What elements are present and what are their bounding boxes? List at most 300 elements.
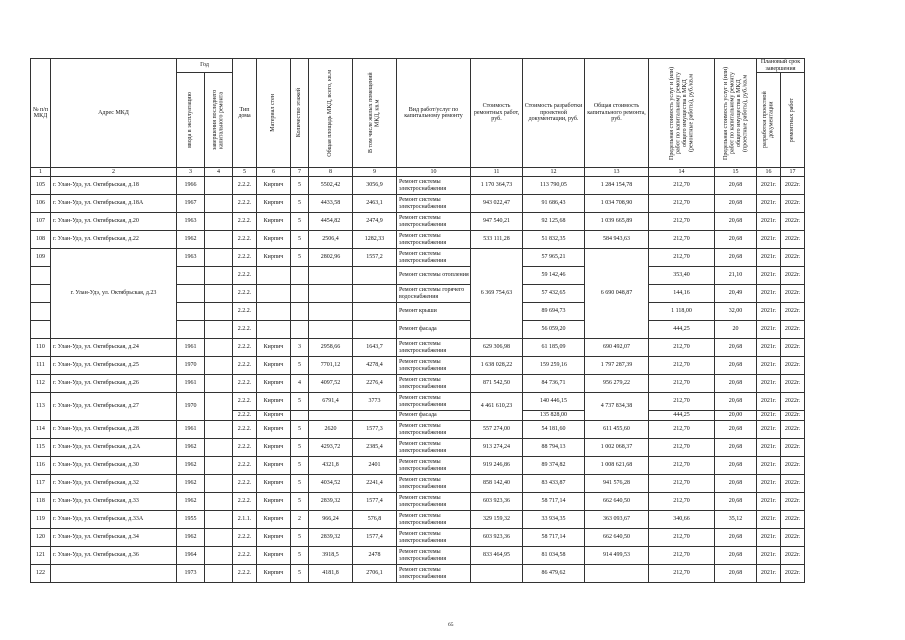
row-repair-cost: 1 170 364,73	[471, 177, 523, 195]
column-number: 3	[177, 168, 205, 177]
row-number: 110	[31, 339, 51, 357]
column-number: 2	[51, 168, 177, 177]
row-design-cost: 33 934,35	[523, 511, 585, 529]
table-row	[31, 439, 805, 457]
row-number: 115	[31, 439, 51, 457]
column-number: 11	[471, 168, 523, 177]
row-year-repair	[205, 249, 233, 267]
row-floors: 5	[291, 475, 309, 493]
row-living-area: 3773	[353, 393, 397, 411]
row-material: Кирпич	[257, 475, 291, 493]
row-work-type: Ремонт системы электроснабжения	[397, 231, 471, 249]
row-total-area: 4454,82	[309, 213, 353, 231]
row-number	[31, 285, 51, 303]
row-deadline-design: 2021г.	[757, 439, 781, 457]
row-repair-cost: 919 246,86	[471, 457, 523, 475]
row-material	[257, 303, 291, 321]
row-number: 118	[31, 493, 51, 511]
row-year: 1962	[177, 439, 205, 457]
row-house-type: 2.2.2.	[233, 285, 257, 303]
row-limit-cost: 212,70	[649, 177, 715, 195]
row-year-repair	[205, 511, 233, 529]
row-year: 1967	[177, 195, 205, 213]
column-number: 5	[233, 168, 257, 177]
row-living-area: 2401	[353, 457, 397, 475]
header-num: № п/п МКД	[31, 59, 51, 168]
row-material: Кирпич	[257, 357, 291, 375]
row-material	[257, 285, 291, 303]
row-material: Кирпич	[257, 375, 291, 393]
table-row	[31, 249, 805, 267]
column-number: 14	[649, 168, 715, 177]
row-living-area: 4278,4	[353, 357, 397, 375]
row-limit-design: 20,68	[715, 421, 757, 439]
table-row	[31, 375, 805, 393]
row-limit-design: 20,68	[715, 195, 757, 213]
row-year-repair	[205, 439, 233, 457]
row-total-cost: 611 455,60	[585, 421, 649, 439]
row-floors: 5	[291, 213, 309, 231]
row-number: 106	[31, 195, 51, 213]
row-limit-cost: 212,70	[649, 475, 715, 493]
row-year-repair	[205, 457, 233, 475]
row-house-type: 2.2.2.	[233, 357, 257, 375]
row-floors	[291, 285, 309, 303]
row-total-area: 2506,4	[309, 231, 353, 249]
row-living-area: 2385,4	[353, 439, 397, 457]
row-living-area: 2478	[353, 547, 397, 565]
column-number: 17	[781, 168, 805, 177]
row-repair-cost: 6 369 754,63	[471, 249, 523, 339]
row-limit-cost: 340,66	[649, 511, 715, 529]
row-total-cost: 1 039 665,89	[585, 213, 649, 231]
row-limit-cost: 212,70	[649, 529, 715, 547]
header-deadline-design: разработки проектной документации	[762, 91, 775, 149]
row-limit-cost: 212,70	[649, 357, 715, 375]
row-living-area: 2241,4	[353, 475, 397, 493]
row-material: Кирпич	[257, 511, 291, 529]
row-limit-design: 21,10	[715, 267, 757, 285]
row-limit-design: 35,12	[715, 511, 757, 529]
row-deadline-repair: 2022г.	[781, 529, 805, 547]
row-address: г. Улан-Удэ, ул. Октябрьская, д.2А	[51, 439, 177, 457]
row-repair-cost: 871 542,50	[471, 375, 523, 393]
column-number-row	[31, 168, 805, 177]
row-design-cost: 58 717,14	[523, 529, 585, 547]
row-year: 1961	[177, 421, 205, 439]
row-design-cost: 84 736,71	[523, 375, 585, 393]
row-total-area: 6791,4	[309, 393, 353, 411]
row-design-cost: 61 185,09	[523, 339, 585, 357]
row-design-cost: 159 259,16	[523, 357, 585, 375]
row-address: г. Улан-Удэ, ул. Октябрьская, д.33А	[51, 511, 177, 529]
row-design-cost: 58 717,14	[523, 493, 585, 511]
row-deadline-repair: 2022г.	[781, 511, 805, 529]
row-deadline-repair: 2022г.	[781, 213, 805, 231]
row-repair-cost	[471, 565, 523, 583]
column-number: 1	[31, 168, 51, 177]
row-work-type: Ремонт системы электроснабжения	[397, 177, 471, 195]
row-total-area: 2802,96	[309, 249, 353, 267]
row-limit-cost: 444,25	[649, 321, 715, 339]
row-living-area	[353, 321, 397, 339]
row-floors	[291, 321, 309, 339]
row-material	[257, 321, 291, 339]
row-living-area: 1577,4	[353, 493, 397, 511]
row-year: 1966	[177, 177, 205, 195]
row-limit-design: 20,68	[715, 231, 757, 249]
row-year-repair	[205, 475, 233, 493]
row-total-area: 3918,5	[309, 547, 353, 565]
row-work-type: Ремонт системы горячего водоснабжения	[397, 285, 471, 303]
row-design-cost: 81 034,58	[523, 547, 585, 565]
row-year-repair	[205, 267, 233, 285]
row-floors: 5	[291, 231, 309, 249]
header-design-cost: Стоимость разработки проектной документации, руб.	[523, 59, 585, 168]
row-total-area: 4433,58	[309, 195, 353, 213]
row-year-repair	[205, 231, 233, 249]
row-total-cost: 584 943,63	[585, 231, 649, 249]
row-design-cost: 140 446,15	[523, 393, 585, 411]
row-floors: 5	[291, 249, 309, 267]
row-year: 1955	[177, 511, 205, 529]
row-deadline-repair: 2022г.	[781, 195, 805, 213]
row-total-area: 4293,72	[309, 439, 353, 457]
header-deadline-repair: ремонтных работ	[789, 97, 796, 143]
row-limit-design: 20	[715, 321, 757, 339]
row-total-area: 4181,8	[309, 565, 353, 583]
row-house-type: 2.2.2.	[233, 321, 257, 339]
row-address: г. Улан-Удэ, ул. Октябрьская, д.27	[51, 393, 177, 421]
row-limit-design: 20,68	[715, 357, 757, 375]
row-limit-cost: 212,70	[649, 439, 715, 457]
row-number: 109	[31, 249, 51, 267]
row-year-repair	[205, 357, 233, 375]
row-design-cost: 59 142,46	[523, 267, 585, 285]
table-row	[31, 511, 805, 529]
row-repair-cost: 603 923,36	[471, 493, 523, 511]
row-limit-design: 20,68	[715, 457, 757, 475]
row-work-type: Ремонт системы электроснабжения	[397, 195, 471, 213]
column-number: 15	[715, 168, 757, 177]
row-floors: 4	[291, 375, 309, 393]
row-total-area: 2958,66	[309, 339, 353, 357]
row-house-type: 2.2.2.	[233, 375, 257, 393]
row-material: Кирпич	[257, 529, 291, 547]
row-deadline-repair: 2022г.	[781, 411, 805, 421]
row-living-area: 3056,9	[353, 177, 397, 195]
row-floors: 5	[291, 547, 309, 565]
row-limit-cost: 212,70	[649, 457, 715, 475]
row-deadline-design: 2021г.	[757, 357, 781, 375]
row-material: Кирпич	[257, 195, 291, 213]
column-number: 8	[309, 168, 353, 177]
row-deadline-design: 2021г.	[757, 493, 781, 511]
row-house-type: 2.2.2.	[233, 177, 257, 195]
row-total-area: 5502,42	[309, 177, 353, 195]
row-year: 1970	[177, 393, 205, 421]
row-design-cost: 113 790,05	[523, 177, 585, 195]
row-year: 1962	[177, 529, 205, 547]
row-limit-design: 20,68	[715, 475, 757, 493]
row-house-type: 2.2.2.	[233, 565, 257, 583]
header-deadline: Плановый срок завершения	[757, 59, 805, 73]
row-limit-cost: 353,40	[649, 267, 715, 285]
row-number: 105	[31, 177, 51, 195]
row-living-area	[353, 303, 397, 321]
row-deadline-repair: 2022г.	[781, 231, 805, 249]
row-material: Кирпич	[257, 231, 291, 249]
row-address: г. Улан-Удэ, ул. Октябрьская, д.25	[51, 357, 177, 375]
table-row	[31, 393, 805, 411]
row-total-area: 4097,52	[309, 375, 353, 393]
row-floors: 5	[291, 393, 309, 411]
row-year-repair	[205, 285, 233, 303]
table-row	[31, 475, 805, 493]
table-row	[31, 529, 805, 547]
row-living-area	[353, 411, 397, 421]
row-house-type: 2.2.2.	[233, 231, 257, 249]
row-living-area: 1282,33	[353, 231, 397, 249]
row-total-cost: 914 499,53	[585, 547, 649, 565]
row-number: 114	[31, 421, 51, 439]
row-design-cost: 56 059,20	[523, 321, 585, 339]
row-total-cost: 363 093,67	[585, 511, 649, 529]
row-house-type: 2.2.2.	[233, 421, 257, 439]
row-material: Кирпич	[257, 565, 291, 583]
row-limit-cost: 212,70	[649, 493, 715, 511]
row-deadline-repair: 2022г.	[781, 475, 805, 493]
row-deadline-design: 2021г.	[757, 457, 781, 475]
column-number: 13	[585, 168, 649, 177]
table-row	[31, 339, 805, 357]
row-year: 1962	[177, 493, 205, 511]
row-living-area: 2474,9	[353, 213, 397, 231]
row-number	[31, 267, 51, 285]
row-material: Кирпич	[257, 213, 291, 231]
row-repair-cost: 533 111,28	[471, 231, 523, 249]
row-limit-design: 20,68	[715, 339, 757, 357]
header-work-type: Вид работ/услуг по капитальному ремонту	[397, 59, 471, 168]
row-work-type: Ремонт системы электроснабжения	[397, 475, 471, 493]
row-work-type: Ремонт системы электроснабжения	[397, 511, 471, 529]
row-work-type: Ремонт фасада	[397, 321, 471, 339]
row-total-area: 4034,52	[309, 475, 353, 493]
row-deadline-design: 2021г.	[757, 529, 781, 547]
row-year: 1962	[177, 475, 205, 493]
row-work-type: Ремонт системы электроснабжения	[397, 357, 471, 375]
table-row	[31, 195, 805, 213]
row-house-type: 2.2.2.	[233, 439, 257, 457]
row-year-repair	[205, 529, 233, 547]
row-floors: 5	[291, 421, 309, 439]
row-total-area: 2839,32	[309, 493, 353, 511]
row-year-repair	[205, 393, 233, 421]
row-floors	[291, 411, 309, 421]
header-wall-material: Материал стен	[270, 94, 277, 132]
row-year-repair	[205, 195, 233, 213]
row-work-type: Ремонт системы электроснабжения	[397, 421, 471, 439]
row-total-cost: 1 284 154,78	[585, 177, 649, 195]
row-house-type: 2.2.2.	[233, 303, 257, 321]
table-row	[31, 547, 805, 565]
row-address: г. Улан-Удэ, ул. Октябрьская, д.22	[51, 231, 177, 249]
row-design-cost: 51 832,35	[523, 231, 585, 249]
row-design-cost: 135 828,00	[523, 411, 585, 421]
row-deadline-design: 2021г.	[757, 411, 781, 421]
row-year: 1970	[177, 357, 205, 375]
row-floors: 5	[291, 529, 309, 547]
column-number: 16	[757, 168, 781, 177]
row-work-type: Ремонт системы электроснабжения	[397, 375, 471, 393]
row-deadline-repair: 2022г.	[781, 375, 805, 393]
row-design-cost: 86 479,62	[523, 565, 585, 583]
row-work-type: Ремонт системы электроснабжения	[397, 547, 471, 565]
capital-repair-table	[30, 58, 805, 583]
header-year-commission: ввода в эксплуатацию	[187, 92, 194, 148]
row-limit-design: 20,68	[715, 565, 757, 583]
row-limit-design: 20,68	[715, 493, 757, 511]
column-number: 4	[205, 168, 233, 177]
table-row	[31, 421, 805, 439]
header-repair-cost: Стоимость ремонтных работ, руб.	[471, 59, 523, 168]
row-year-repair	[205, 493, 233, 511]
row-year-repair	[205, 547, 233, 565]
row-repair-cost: 833 464,95	[471, 547, 523, 565]
row-deadline-design: 2021г.	[757, 177, 781, 195]
row-limit-cost: 212,70	[649, 375, 715, 393]
header-limit-cost: Предельная стоимость услуг и (или) работ по капитальному ремонту общего имущества в МКД (ремонтные работы), руб./кв.м	[668, 66, 694, 160]
row-deadline-repair: 2022г.	[781, 267, 805, 285]
row-material: Кирпич	[257, 393, 291, 411]
row-address: г. Улан-Удэ, ул. Октябрьская, д.18А	[51, 195, 177, 213]
row-number: 113	[31, 393, 51, 421]
row-total-cost: 4 737 834,38	[585, 393, 649, 421]
row-deadline-repair: 2022г.	[781, 421, 805, 439]
row-total-area: 966,24	[309, 511, 353, 529]
row-limit-cost: 444,25	[649, 411, 715, 421]
row-limit-cost: 212,70	[649, 393, 715, 411]
row-limit-cost: 212,70	[649, 547, 715, 565]
row-floors: 5	[291, 439, 309, 457]
row-total-cost: 1 008 621,68	[585, 457, 649, 475]
table-row	[31, 357, 805, 375]
row-material: Кирпич	[257, 547, 291, 565]
row-living-area: 2706,1	[353, 565, 397, 583]
row-number: 108	[31, 231, 51, 249]
column-number: 6	[257, 168, 291, 177]
row-total-cost: 6 690 048,87	[585, 249, 649, 339]
row-year: 1961	[177, 339, 205, 357]
row-total-area	[309, 321, 353, 339]
row-living-area	[353, 267, 397, 285]
header-floors: Количество этажей	[296, 88, 303, 138]
row-limit-cost: 212,70	[649, 195, 715, 213]
row-address: г. Улан-Удэ, ул. Октябрьская, д.26	[51, 375, 177, 393]
row-address: г. Улан-Удэ, ул. Октябрьская, д.18	[51, 177, 177, 195]
row-limit-cost: 1 118,00	[649, 303, 715, 321]
row-house-type: 2.2.2.	[233, 411, 257, 421]
row-total-area: 2620	[309, 421, 353, 439]
row-total-cost: 1 797 287,39	[585, 357, 649, 375]
row-deadline-design: 2021г.	[757, 375, 781, 393]
row-year-repair	[205, 339, 233, 357]
row-floors	[291, 267, 309, 285]
row-deadline-repair: 2022г.	[781, 457, 805, 475]
row-work-type: Ремонт системы электроснабжения	[397, 393, 471, 411]
row-deadline-repair: 2022г.	[781, 493, 805, 511]
row-work-type: Ремонт системы электроснабжения	[397, 565, 471, 583]
table-row	[31, 457, 805, 475]
row-year-repair	[205, 321, 233, 339]
row-address	[51, 565, 177, 583]
row-limit-cost: 212,70	[649, 565, 715, 583]
row-total-area	[309, 267, 353, 285]
header-total-cost: Общая стоимость капитального ремонта, руб.	[585, 59, 649, 168]
row-total-cost: 1 034 708,90	[585, 195, 649, 213]
row-house-type: 2.2.2.	[233, 249, 257, 267]
table-row	[31, 177, 805, 195]
row-limit-design: 20,68	[715, 375, 757, 393]
table-row	[31, 565, 805, 583]
row-deadline-design: 2021г.	[757, 421, 781, 439]
row-living-area	[353, 285, 397, 303]
row-total-cost: 690 492,07	[585, 339, 649, 357]
row-address: г. Улан-Удэ, ул. Октябрьская, д.23	[51, 249, 177, 339]
row-living-area: 1643,7	[353, 339, 397, 357]
row-year: 1963	[177, 213, 205, 231]
row-total-cost: 662 640,50	[585, 493, 649, 511]
header-living-area: В том числе жилых помещений МКД, кв.м	[368, 72, 381, 154]
row-living-area: 2463,1	[353, 195, 397, 213]
header-year: Год	[177, 59, 233, 73]
row-deadline-design: 2021г.	[757, 339, 781, 357]
row-repair-cost: 1 638 028,22	[471, 357, 523, 375]
row-address: г. Улан-Удэ, ул. Октябрьская, д.34	[51, 529, 177, 547]
row-house-type: 2.2.2.	[233, 195, 257, 213]
row-number: 116	[31, 457, 51, 475]
row-repair-cost: 858 142,40	[471, 475, 523, 493]
header-year-last-repair: завершения последнего капитального ремонта	[212, 89, 225, 151]
row-total-area	[309, 285, 353, 303]
row-deadline-design: 2021г.	[757, 267, 781, 285]
row-deadline-repair: 2022г.	[781, 565, 805, 583]
row-limit-design: 20,68	[715, 547, 757, 565]
row-year	[177, 321, 205, 339]
row-year	[177, 303, 205, 321]
row-repair-cost: 557 274,00	[471, 421, 523, 439]
row-total-area	[309, 411, 353, 421]
row-limit-design: 20,68	[715, 249, 757, 267]
row-floors: 5	[291, 357, 309, 375]
row-house-type: 2.2.2.	[233, 547, 257, 565]
row-design-cost: 89 374,82	[523, 457, 585, 475]
row-deadline-design: 2021г.	[757, 231, 781, 249]
row-design-cost: 91 686,43	[523, 195, 585, 213]
row-total-cost: 956 279,22	[585, 375, 649, 393]
row-house-type: 2.2.2.	[233, 267, 257, 285]
row-work-type: Ремонт системы электроснабжения	[397, 529, 471, 547]
row-material: Кирпич	[257, 457, 291, 475]
table-row	[31, 493, 805, 511]
row-repair-cost: 603 923,36	[471, 529, 523, 547]
row-address: г. Улан-Удэ, ул. Октябрьская, д.32	[51, 475, 177, 493]
row-limit-design: 20,68	[715, 213, 757, 231]
row-limit-cost: 144,16	[649, 285, 715, 303]
row-floors: 5	[291, 493, 309, 511]
row-year: 1964	[177, 547, 205, 565]
row-year: 1961	[177, 375, 205, 393]
